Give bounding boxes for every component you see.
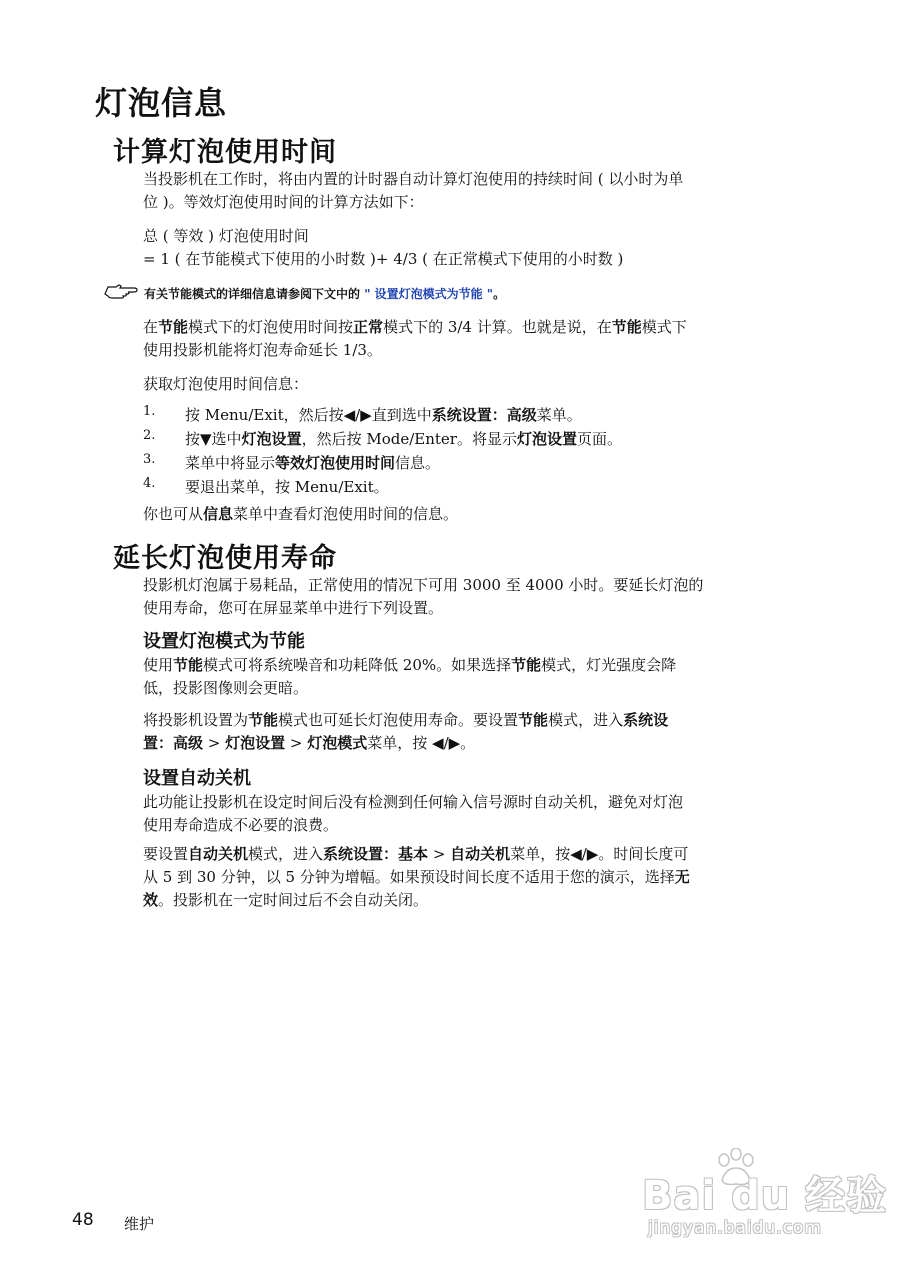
subheading-auto-off: 设置自动关机 bbox=[143, 768, 251, 789]
lamp-hours-intro bbox=[143, 168, 803, 214]
get-info-text: 获取灯泡使用时间信息： bbox=[143, 375, 309, 393]
also-info-text: 你也可从信息菜单中查看灯泡使用时间的信息。 bbox=[143, 505, 459, 523]
page-title: 灯泡信息 bbox=[95, 84, 228, 122]
eco-mode-desc: 使用节能模式可将系统噪音和功耗降低 20%。如果选择节能模式，灯光强度会降 低，投影图像则会更暗。 bbox=[143, 656, 677, 697]
note-text: 有关节能模式的详细信息请参阅下文中的 " 设置灯泡模式为节能 "。 bbox=[144, 287, 506, 301]
eco-mode-paragraph: 在节能模式下的灯泡使用时间按正常模式下的 3/4 计算。也就是说，在节能模式下 使用投影机能将灯泡寿命延长 1/3。 bbox=[143, 318, 687, 359]
auto-off-desc: 此功能让投影机在设定时间后没有检测到任何输入信号源时自动关机，避免对灯泡 使用寿命造成不必要的浪费。 bbox=[143, 793, 684, 834]
page-number: 48 bbox=[72, 1210, 94, 1230]
list-item: 3. 菜单中将显示等效灯泡使用时间信息。 bbox=[143, 452, 441, 472]
intro-line-1: 当投影机在工作时，将由内置的计时器自动计算灯泡使用的持续时间 ( 以小时为单 bbox=[143, 170, 684, 188]
list-item: 2. 按▼选中灯泡设置，然后按 Mode/Enter。将显示灯泡设置页面。 bbox=[143, 428, 622, 448]
baidu-watermark bbox=[642, 1148, 888, 1253]
steps-list bbox=[143, 404, 823, 500]
formula-line-2: = 1 ( 在节能模式下使用的小时数 )+ 4/3 ( 在正常模式下使用的小时数 ) bbox=[143, 250, 624, 268]
watermark-url: jingyan.baidu.com bbox=[648, 1218, 822, 1238]
auto-off-setup: 要设置自动关机模式，进入系统设置：基本 > 自动关机菜单，按◀/▶。时间长度可 从 5 到 30 分钟，以 5 分钟为增幅。如果预设时间长度不适用于您的演示，选择无 效。投影机在一定时间过后不会自动关闭。 bbox=[143, 845, 690, 909]
footer-label: 维护 bbox=[124, 1215, 155, 1233]
subheading-eco-mode: 设置灯泡模式为节能 bbox=[143, 631, 305, 652]
intro-line-2: 位 )。等效灯泡使用时间的计算方法如下： bbox=[143, 193, 424, 211]
section-heading-lamp-hours: 计算灯泡使用时间 bbox=[113, 137, 337, 168]
note-link[interactable]: " 设置灯泡模式为节能 " bbox=[364, 287, 494, 301]
formula-line-1: 总 ( 等效 ) 灯泡使用时间 bbox=[143, 227, 309, 245]
list-item: 4. 要退出菜单，按 Menu/Exit。 bbox=[143, 476, 389, 496]
pointing-hand-icon bbox=[104, 282, 140, 300]
eco-mode-setup: 将投影机设置为节能模式也可延长灯泡使用寿命。要设置节能模式，进入系统设 置：高级 > 灯泡设置 > 灯泡模式菜单，按 ◀/▶。 bbox=[143, 711, 669, 752]
note-box bbox=[104, 282, 804, 304]
watermark-brand: Bai du 经验 bbox=[642, 1173, 888, 1219]
extend-life-intro: 投影机灯泡属于易耗品，正常使用的情况下可用 3000 至 4000 小时。要延长灯泡的 使用寿命，您可在屏显菜单中进行下列设置。 bbox=[143, 576, 704, 617]
list-item: 1. 按 Menu/Exit，然后按◀/▶直到选中系统设置：高级菜单。 bbox=[143, 404, 582, 424]
section-heading-extend-life: 延长灯泡使用寿命 bbox=[113, 543, 337, 574]
lamp-hours-formula bbox=[143, 225, 803, 271]
